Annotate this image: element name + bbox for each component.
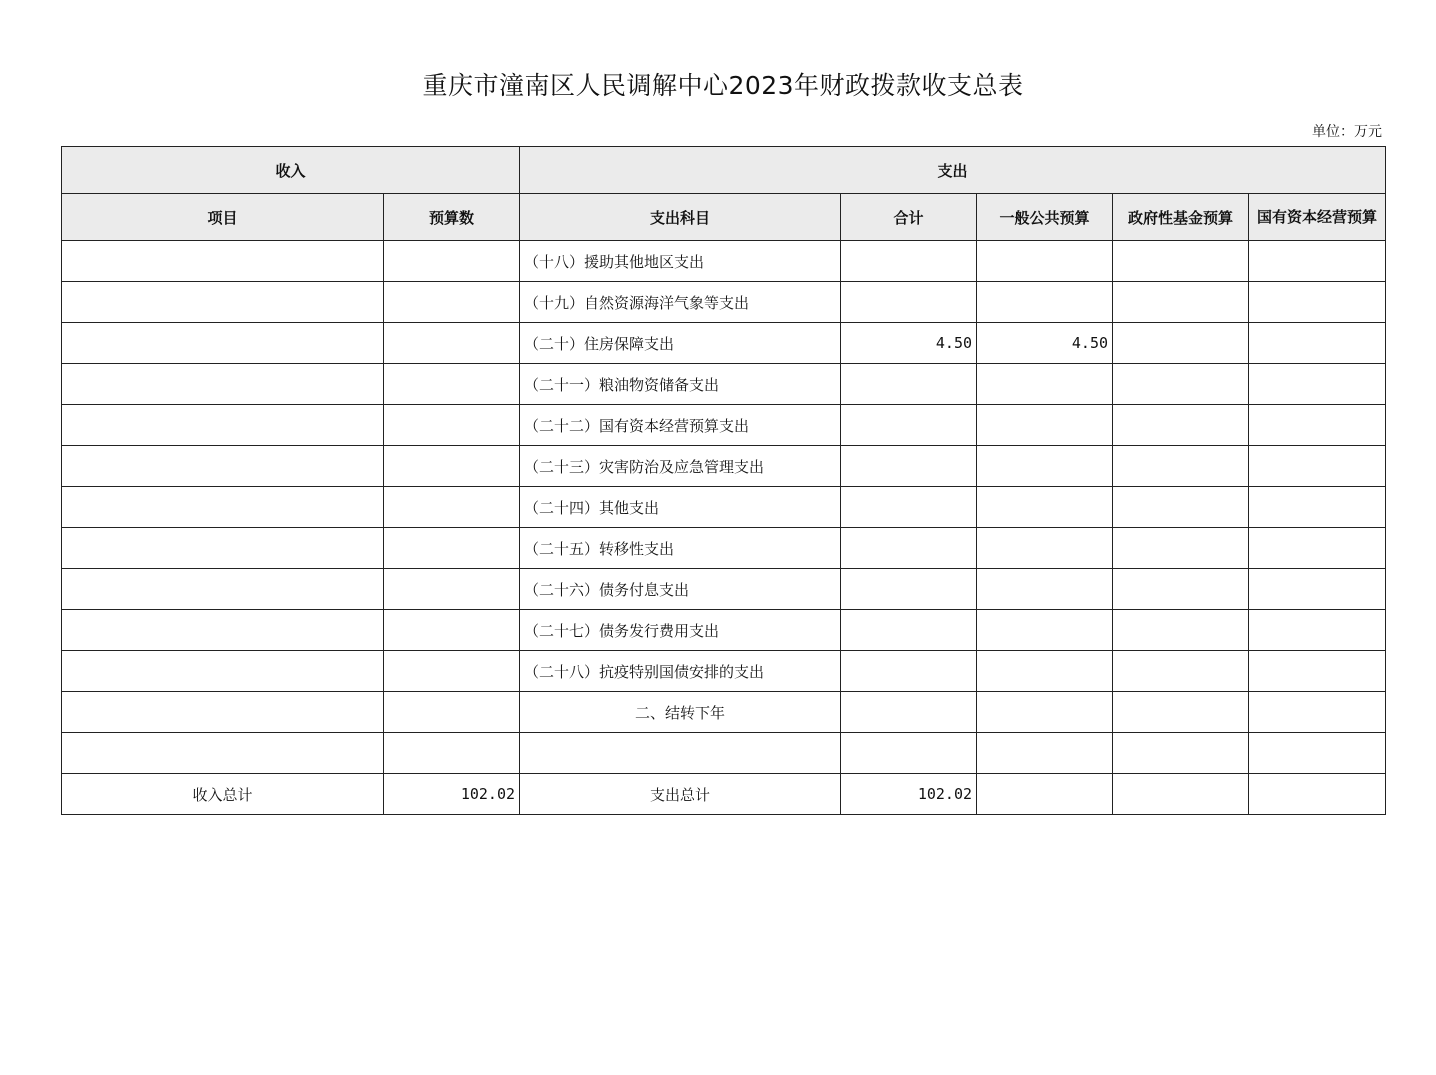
cell-total [841,282,977,323]
cell-fund-budget [1113,241,1249,282]
cell-total [841,733,977,774]
cell-subject [520,733,841,774]
cell-general-budget [977,610,1113,651]
income-total-label: 收入总计 [62,774,384,815]
cell-state-capital-budget [1249,692,1386,733]
table-row [62,446,1386,487]
cell-fund-budget [1113,323,1249,364]
cell-item [62,405,384,446]
cell-state-capital-budget [1249,487,1386,528]
cell-subject: （二十七）债务发行费用支出 [520,610,841,651]
cell-general-budget [977,446,1113,487]
cell-state-capital-budget [1249,405,1386,446]
table-row [62,733,1386,774]
expense-total-value: 102.02 [841,774,977,815]
cell-general-budget [977,733,1113,774]
cell-general-budget: 4.50 [977,323,1113,364]
budget-table [61,146,1386,815]
table-row [62,528,1386,569]
cell-state-capital-budget [1249,528,1386,569]
cell-state-capital-budget [1249,446,1386,487]
cell-budget [384,241,520,282]
page-title: 重庆市潼南区人民调解中心2023年财政拨款收支总表 [422,71,1024,100]
table-row [62,241,1386,282]
table-row [62,692,1386,733]
cell-budget [384,733,520,774]
cell-state-capital-budget [1249,610,1386,651]
cell-budget [384,610,520,651]
cell-item [62,487,384,528]
cell-budget [384,364,520,405]
col-header-total: 合计 [841,194,977,241]
cell-general-budget [977,282,1113,323]
cell-subject: （二十八）抗疫特别国债安排的支出 [520,651,841,692]
table-row [62,487,1386,528]
cell-state-capital-budget [1249,364,1386,405]
col-header-item: 项目 [62,194,384,241]
cell-general-budget [977,569,1113,610]
cell-total [841,692,977,733]
cell-total [841,364,977,405]
cell-general-budget [977,405,1113,446]
cell-item [62,528,384,569]
table-row [62,569,1386,610]
cell-general-budget [977,528,1113,569]
cell-item [62,323,384,364]
cell-item [62,733,384,774]
cell-fund-budget [1113,487,1249,528]
cell-budget [384,651,520,692]
cell-fund-budget [1113,569,1249,610]
cell-fund-budget [1113,446,1249,487]
cell-item [62,282,384,323]
cell-state-capital-budget [1249,282,1386,323]
cell-fund-budget [1113,610,1249,651]
table-row [62,610,1386,651]
cell-budget [384,692,520,733]
cell-fund-budget [1113,651,1249,692]
cell-item [62,692,384,733]
cell-general-budget [977,651,1113,692]
cell-item [62,241,384,282]
cell-budget [384,405,520,446]
cell-fund-budget [1113,282,1249,323]
cell-general-budget [977,241,1113,282]
cell-fund-budget [1113,692,1249,733]
header-row-group [62,147,1386,194]
col-header-fund-budget: 政府性基金预算 [1113,194,1249,241]
cell-state-capital-budget [1249,733,1386,774]
cell-budget [384,323,520,364]
table-row [62,282,1386,323]
cell-item [62,364,384,405]
cell-budget [384,487,520,528]
cell-subject: （二十六）债务付息支出 [520,569,841,610]
cell-subject: （二十四）其他支出 [520,487,841,528]
cell-fund-budget [1113,528,1249,569]
cell-general-budget [977,487,1113,528]
table-row [62,323,1386,364]
cell-subject: （二十五）转移性支出 [520,528,841,569]
cell-subject: （二十三）灾害防治及应急管理支出 [520,446,841,487]
general-total-value [977,774,1113,815]
cell-total [841,487,977,528]
table-row [62,364,1386,405]
income-header: 收入 [62,147,520,194]
cell-budget [384,569,520,610]
cell-item [62,610,384,651]
cell-item [62,569,384,610]
table-row [62,405,1386,446]
col-header-general-budget: 一般公共预算 [977,194,1113,241]
cell-state-capital-budget [1249,323,1386,364]
cell-total [841,528,977,569]
state-total-value [1249,774,1386,815]
cell-budget [384,446,520,487]
cell-subject: （二十一）粮油物资储备支出 [520,364,841,405]
cell-subject: 二、结转下年 [520,692,841,733]
cell-item [62,651,384,692]
col-header-budget: 预算数 [384,194,520,241]
cell-budget [384,282,520,323]
cell-subject: （十九）自然资源海洋气象等支出 [520,282,841,323]
cell-state-capital-budget [1249,569,1386,610]
cell-subject: （二十二）国有资本经营预算支出 [520,405,841,446]
cell-total [841,241,977,282]
col-header-state-capital-budget: 国有资本经营预算 [1249,194,1386,241]
income-total-value: 102.02 [384,774,520,815]
cell-total [841,610,977,651]
cell-state-capital-budget [1249,651,1386,692]
cell-budget [384,528,520,569]
cell-total [841,651,977,692]
cell-state-capital-budget [1249,241,1386,282]
header-row-columns [62,194,1386,241]
cell-general-budget [977,692,1113,733]
cell-fund-budget [1113,364,1249,405]
cell-subject: （二十）住房保障支出 [520,323,841,364]
fund-total-value [1113,774,1249,815]
totals-row [62,774,1386,815]
col-header-subject: 支出科目 [520,194,841,241]
expense-header: 支出 [520,147,1386,194]
unit-label: 单位：万元 [1312,124,1382,140]
table-row [62,651,1386,692]
cell-subject: （十八）援助其他地区支出 [520,241,841,282]
cell-fund-budget [1113,733,1249,774]
cell-total [841,569,977,610]
cell-total: 4.50 [841,323,977,364]
cell-total [841,405,977,446]
expense-total-label: 支出总计 [520,774,841,815]
cell-total [841,446,977,487]
cell-general-budget [977,364,1113,405]
cell-item [62,446,384,487]
cell-fund-budget [1113,405,1249,446]
